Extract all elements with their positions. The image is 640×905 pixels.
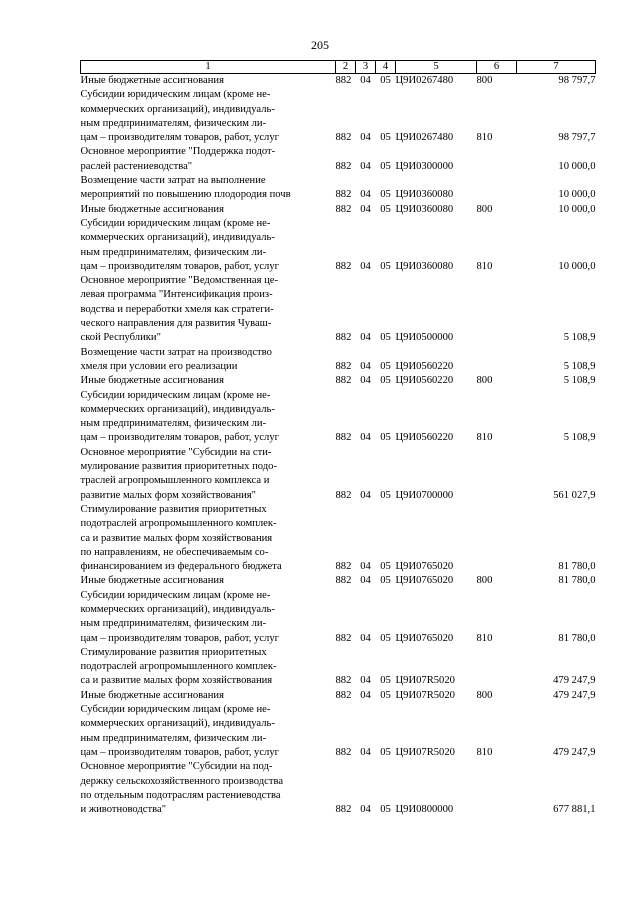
table-row (81, 389, 596, 446)
row-subsection-code: 05 (380, 432, 391, 444)
row-name-line: коммерческих организаций), индивидуаль- (80, 403, 275, 415)
row-target-code: Ц9И0765020 (395, 575, 454, 587)
row-expense-type: 810 (476, 746, 493, 758)
row-sum: 10 000,0 (558, 203, 596, 215)
row-target-code: Ц9И0360080 (395, 260, 454, 272)
row-name-line: Субсидии юридическим лицам (кроме не- (80, 389, 271, 401)
row-name-line: Субсидии юридическим лицам (кроме не- (80, 217, 271, 229)
row-target-code: Ц9И0560220 (395, 432, 454, 444)
row-name-line: Основное мероприятие "Субсидии на сти- (80, 446, 272, 458)
row-name-line: хмеля при условии его реализации (80, 360, 238, 372)
row-name (81, 646, 336, 689)
row-expense-type: 810 (476, 632, 493, 644)
row-ministry-code: 882 (335, 632, 352, 644)
header-col-name: 1 (81, 61, 336, 74)
row-section-code: 04 (360, 203, 371, 215)
row-name-line: Иные бюджетные ассигнования (80, 689, 224, 701)
table-body (81, 74, 596, 818)
row-ministry-code: 882 (335, 561, 352, 573)
row-name (81, 374, 336, 388)
row-subsection-code: 05 (380, 375, 391, 387)
row-target-code: Ц9И0765020 (395, 561, 454, 573)
row-target-code: Ц9И0560220 (395, 360, 454, 372)
row-name (81, 389, 336, 446)
row-sum: 98 797,7 (558, 132, 596, 144)
row-ministry-code: 882 (335, 432, 352, 444)
row-section-code: 04 (360, 260, 371, 272)
row-name-line: ным предпринимателям, физическим ли- (80, 618, 267, 630)
row-ministry-code: 882 (335, 675, 352, 687)
row-name (81, 446, 336, 503)
row-sum: 5 108,9 (563, 360, 596, 372)
row-section-code: 04 (360, 160, 371, 172)
row-section-code: 04 (360, 575, 371, 587)
row-name-line: са и развитие малых форм хозяйствования (80, 532, 273, 544)
row-ministry-code: 882 (335, 75, 352, 86)
row-section-code: 04 (360, 189, 371, 201)
row-sum: 81 780,0 (558, 575, 596, 587)
row-subsection-code: 05 (380, 489, 391, 501)
row-expense-type (477, 145, 517, 174)
row-subsection-code: 05 (380, 132, 391, 144)
row-subsection-code: 05 (380, 632, 391, 644)
row-name-line: подотраслей агропромышленного комплек- (80, 518, 277, 530)
row-name-line: ным предпринимателям, физическим ли- (80, 117, 267, 129)
row-target-code: Ц9И0500000 (395, 332, 454, 344)
row-section-code: 04 (360, 432, 371, 444)
row-sum: 10 000,0 (558, 189, 596, 201)
header-col-expense: 6 (477, 61, 517, 74)
row-name-line: мулирование развития приоритетных подо- (80, 461, 277, 473)
row-ministry-code: 882 (335, 203, 352, 215)
row-sum: 479 247,9 (553, 689, 596, 701)
row-expense-type (477, 646, 517, 689)
row-expense-type (477, 503, 517, 574)
row-name (81, 274, 336, 345)
row-section-code: 04 (360, 132, 371, 144)
header-col-sum: 7 (517, 61, 596, 74)
row-name-line: раслей растениеводства" (80, 160, 193, 172)
row-subsection-code: 05 (380, 160, 391, 172)
row-sum: 677 881,1 (553, 804, 596, 816)
row-name-line: цам – производителям товаров, работ, услуг (80, 132, 279, 144)
table-row (81, 217, 596, 274)
row-expense-type (477, 346, 517, 375)
row-sum: 10 000,0 (558, 260, 596, 272)
row-name-line: коммерческих организаций), индивидуаль- (80, 718, 275, 730)
header-col-subsection: 4 (376, 61, 396, 74)
row-name (81, 589, 336, 646)
row-name-line: цам – производителям товаров, работ, услуг (80, 260, 279, 272)
row-section-code: 04 (360, 632, 371, 644)
row-expense-type: 800 (476, 689, 493, 701)
row-section-code: 04 (360, 75, 371, 86)
row-ministry-code: 882 (335, 332, 352, 344)
row-expense-type: 800 (476, 75, 493, 86)
row-name-line: Субсидии юридическим лицам (кроме не- (80, 89, 271, 101)
row-subsection-code: 05 (380, 689, 391, 701)
header-col-target: 5 (396, 61, 477, 74)
header-col-section: 3 (356, 61, 376, 74)
row-section-code: 04 (360, 489, 371, 501)
row-name-line: Возмещение части затрат на производство (80, 346, 272, 358)
row-section-code: 04 (360, 561, 371, 573)
row-section-code: 04 (360, 360, 371, 372)
table-row (81, 274, 596, 345)
row-sum: 5 108,9 (563, 432, 596, 444)
row-ministry-code: 882 (335, 489, 352, 501)
row-expense-type: 800 (476, 375, 493, 387)
page-number: 205 (311, 38, 329, 52)
row-subsection-code: 05 (380, 575, 391, 587)
row-target-code: Ц9И0800000 (395, 804, 454, 816)
row-sum: 479 247,9 (553, 746, 596, 758)
row-name-line: Возмещение части затрат на выполнение (80, 175, 266, 187)
header-col-ministry: 2 (336, 61, 356, 74)
row-sum: 479 247,9 (553, 675, 596, 687)
row-section-code: 04 (360, 375, 371, 387)
row-ministry-code: 882 (335, 260, 352, 272)
row-expense-type: 800 (476, 575, 493, 587)
row-ministry-code: 882 (335, 360, 352, 372)
row-name-line: коммерческих организаций), индивидуаль- (80, 232, 275, 244)
row-name-line: по направлениям, не обеспечиваемым со- (80, 546, 269, 558)
table-row (81, 760, 596, 817)
row-target-code: Ц9И0360080 (395, 189, 454, 201)
row-name-line: коммерческих организаций), индивидуаль- (80, 103, 275, 115)
row-name-line: коммерческих организаций), индивидуаль- (80, 603, 275, 615)
row-section-code: 04 (360, 675, 371, 687)
row-name-line: развитие малых форм хозяйствования" (80, 489, 257, 501)
row-name (81, 217, 336, 274)
row-ministry-code: 882 (335, 189, 352, 201)
row-target-code: Ц9И0267480 (395, 75, 454, 86)
table-row (81, 374, 596, 388)
row-name-line: подотраслей агропромышленного комплек- (80, 661, 277, 673)
row-name-line: цам – производителям товаров, работ, услуг (80, 632, 279, 644)
row-ministry-code: 882 (335, 375, 352, 387)
row-name-line: по отдельным подотраслям растениеводства (80, 789, 281, 801)
row-subsection-code: 05 (380, 332, 391, 344)
table-row (81, 589, 596, 646)
row-section-code: 04 (360, 804, 371, 816)
table-row (81, 503, 596, 574)
row-name-line: ным предпринимателям, физическим ли- (80, 246, 267, 258)
row-name-line: Иные бюджетные ассигнования (80, 375, 224, 387)
table-row (81, 346, 596, 375)
row-target-code: Ц9И0360080 (395, 203, 454, 215)
row-target-code: Ц9И0765020 (395, 632, 454, 644)
row-name-line: Основное мероприятие "Ведомственная це- (80, 275, 278, 287)
row-subsection-code: 05 (380, 360, 391, 372)
row-name-line: Основное мероприятие "Поддержка подот- (80, 146, 276, 158)
row-ministry-code: 882 (335, 132, 352, 144)
row-expense-type (477, 446, 517, 503)
table-row (81, 203, 596, 217)
row-section-code: 04 (360, 746, 371, 758)
row-subsection-code: 05 (380, 203, 391, 215)
row-name (81, 574, 336, 588)
row-name-line: цам – производителям товаров, работ, услуг (80, 746, 279, 758)
row-name-line: цам – производителям товаров, работ, услуг (80, 432, 279, 444)
table-row (81, 74, 596, 89)
row-ministry-code: 882 (335, 160, 352, 172)
row-name-line: Субсидии юридическим лицам (кроме не- (80, 589, 271, 601)
row-name (81, 88, 336, 145)
row-name (81, 346, 336, 375)
row-expense-type: 800 (476, 203, 493, 215)
row-expense-type: 810 (476, 132, 493, 144)
table-row (81, 88, 596, 145)
row-name-line: держку сельскохозяйственного производства (80, 775, 284, 787)
row-name-line: Субсидии юридическим лицам (кроме не- (80, 704, 271, 716)
table-row (81, 703, 596, 760)
row-name-line: мероприятий по повышению плодородия почв (80, 189, 291, 201)
row-expense-type: 810 (476, 432, 493, 444)
row-target-code: Ц9И0700000 (395, 489, 454, 501)
row-sum: 5 108,9 (563, 332, 596, 344)
row-name-line: ской Республики" (80, 332, 161, 344)
table-row (81, 446, 596, 503)
row-target-code: Ц9И0560220 (395, 375, 454, 387)
row-ministry-code: 882 (335, 746, 352, 758)
row-name (81, 703, 336, 760)
row-name-line: Иные бюджетные ассигнования (80, 575, 224, 587)
row-subsection-code: 05 (380, 804, 391, 816)
row-sum: 10 000,0 (558, 160, 596, 172)
budget-table (80, 60, 596, 817)
row-name-line: финансированием из федерального бюджета (80, 561, 282, 573)
row-name (81, 503, 336, 574)
row-sum: 98 797,7 (558, 75, 596, 86)
row-subsection-code: 05 (380, 260, 391, 272)
row-target-code: Ц9И07R5020 (395, 675, 455, 687)
row-name-line: Стимулирование развития приоритетных (80, 646, 267, 658)
row-subsection-code: 05 (380, 675, 391, 687)
table-row (81, 646, 596, 689)
row-sum: 81 780,0 (558, 632, 596, 644)
row-target-code: Ц9И0267480 (395, 132, 454, 144)
row-subsection-code: 05 (380, 561, 391, 573)
row-expense-type (477, 760, 517, 817)
row-name (81, 760, 336, 817)
row-name (81, 174, 336, 203)
header-row (81, 61, 596, 74)
row-name (81, 145, 336, 174)
row-ministry-code: 882 (335, 804, 352, 816)
row-sum: 81 780,0 (558, 561, 596, 573)
row-sum: 561 027,9 (553, 489, 596, 501)
row-name (81, 203, 336, 217)
table-row (81, 174, 596, 203)
row-ministry-code: 882 (335, 575, 352, 587)
row-name-line: ным предпринимателям, физическим ли- (80, 732, 267, 744)
row-name-line: Иные бюджетные ассигнования (80, 75, 224, 86)
row-name-line: Иные бюджетные ассигнования (80, 203, 224, 215)
row-subsection-code: 05 (380, 746, 391, 758)
row-name-line: Стимулирование развития приоритетных (80, 503, 267, 515)
row-name-line: и животноводства" (80, 804, 167, 816)
row-target-code: Ц9И07R5020 (395, 689, 455, 701)
row-name (81, 74, 336, 89)
row-name-line: траслей агропромышленного комплекса и (80, 475, 270, 487)
row-target-code: Ц9И07R5020 (395, 746, 455, 758)
row-subsection-code: 05 (380, 75, 391, 86)
row-name-line: са и развитие малых форм хозяйствования (80, 675, 273, 687)
table-row (81, 689, 596, 703)
row-ministry-code: 882 (335, 689, 352, 701)
row-section-code: 04 (360, 689, 371, 701)
row-name (81, 689, 336, 703)
row-expense-type (477, 274, 517, 345)
row-name-line: ным предпринимателям, физическим ли- (80, 418, 267, 430)
row-expense-type (477, 174, 517, 203)
row-name-line: левая программа "Интенсификация произ- (80, 289, 273, 301)
table-row (81, 574, 596, 588)
row-name-line: водства и переработки хмеля как стратеги- (80, 303, 274, 315)
row-subsection-code: 05 (380, 189, 391, 201)
row-name-line: Основное мероприятие "Субсидии на под- (80, 761, 273, 773)
row-name-line: ческого направления для развития Чуваш- (80, 318, 272, 330)
table-row (81, 145, 596, 174)
row-section-code: 04 (360, 332, 371, 344)
row-sum: 5 108,9 (563, 375, 596, 387)
row-target-code: Ц9И0300000 (395, 160, 454, 172)
row-expense-type: 810 (476, 260, 493, 272)
